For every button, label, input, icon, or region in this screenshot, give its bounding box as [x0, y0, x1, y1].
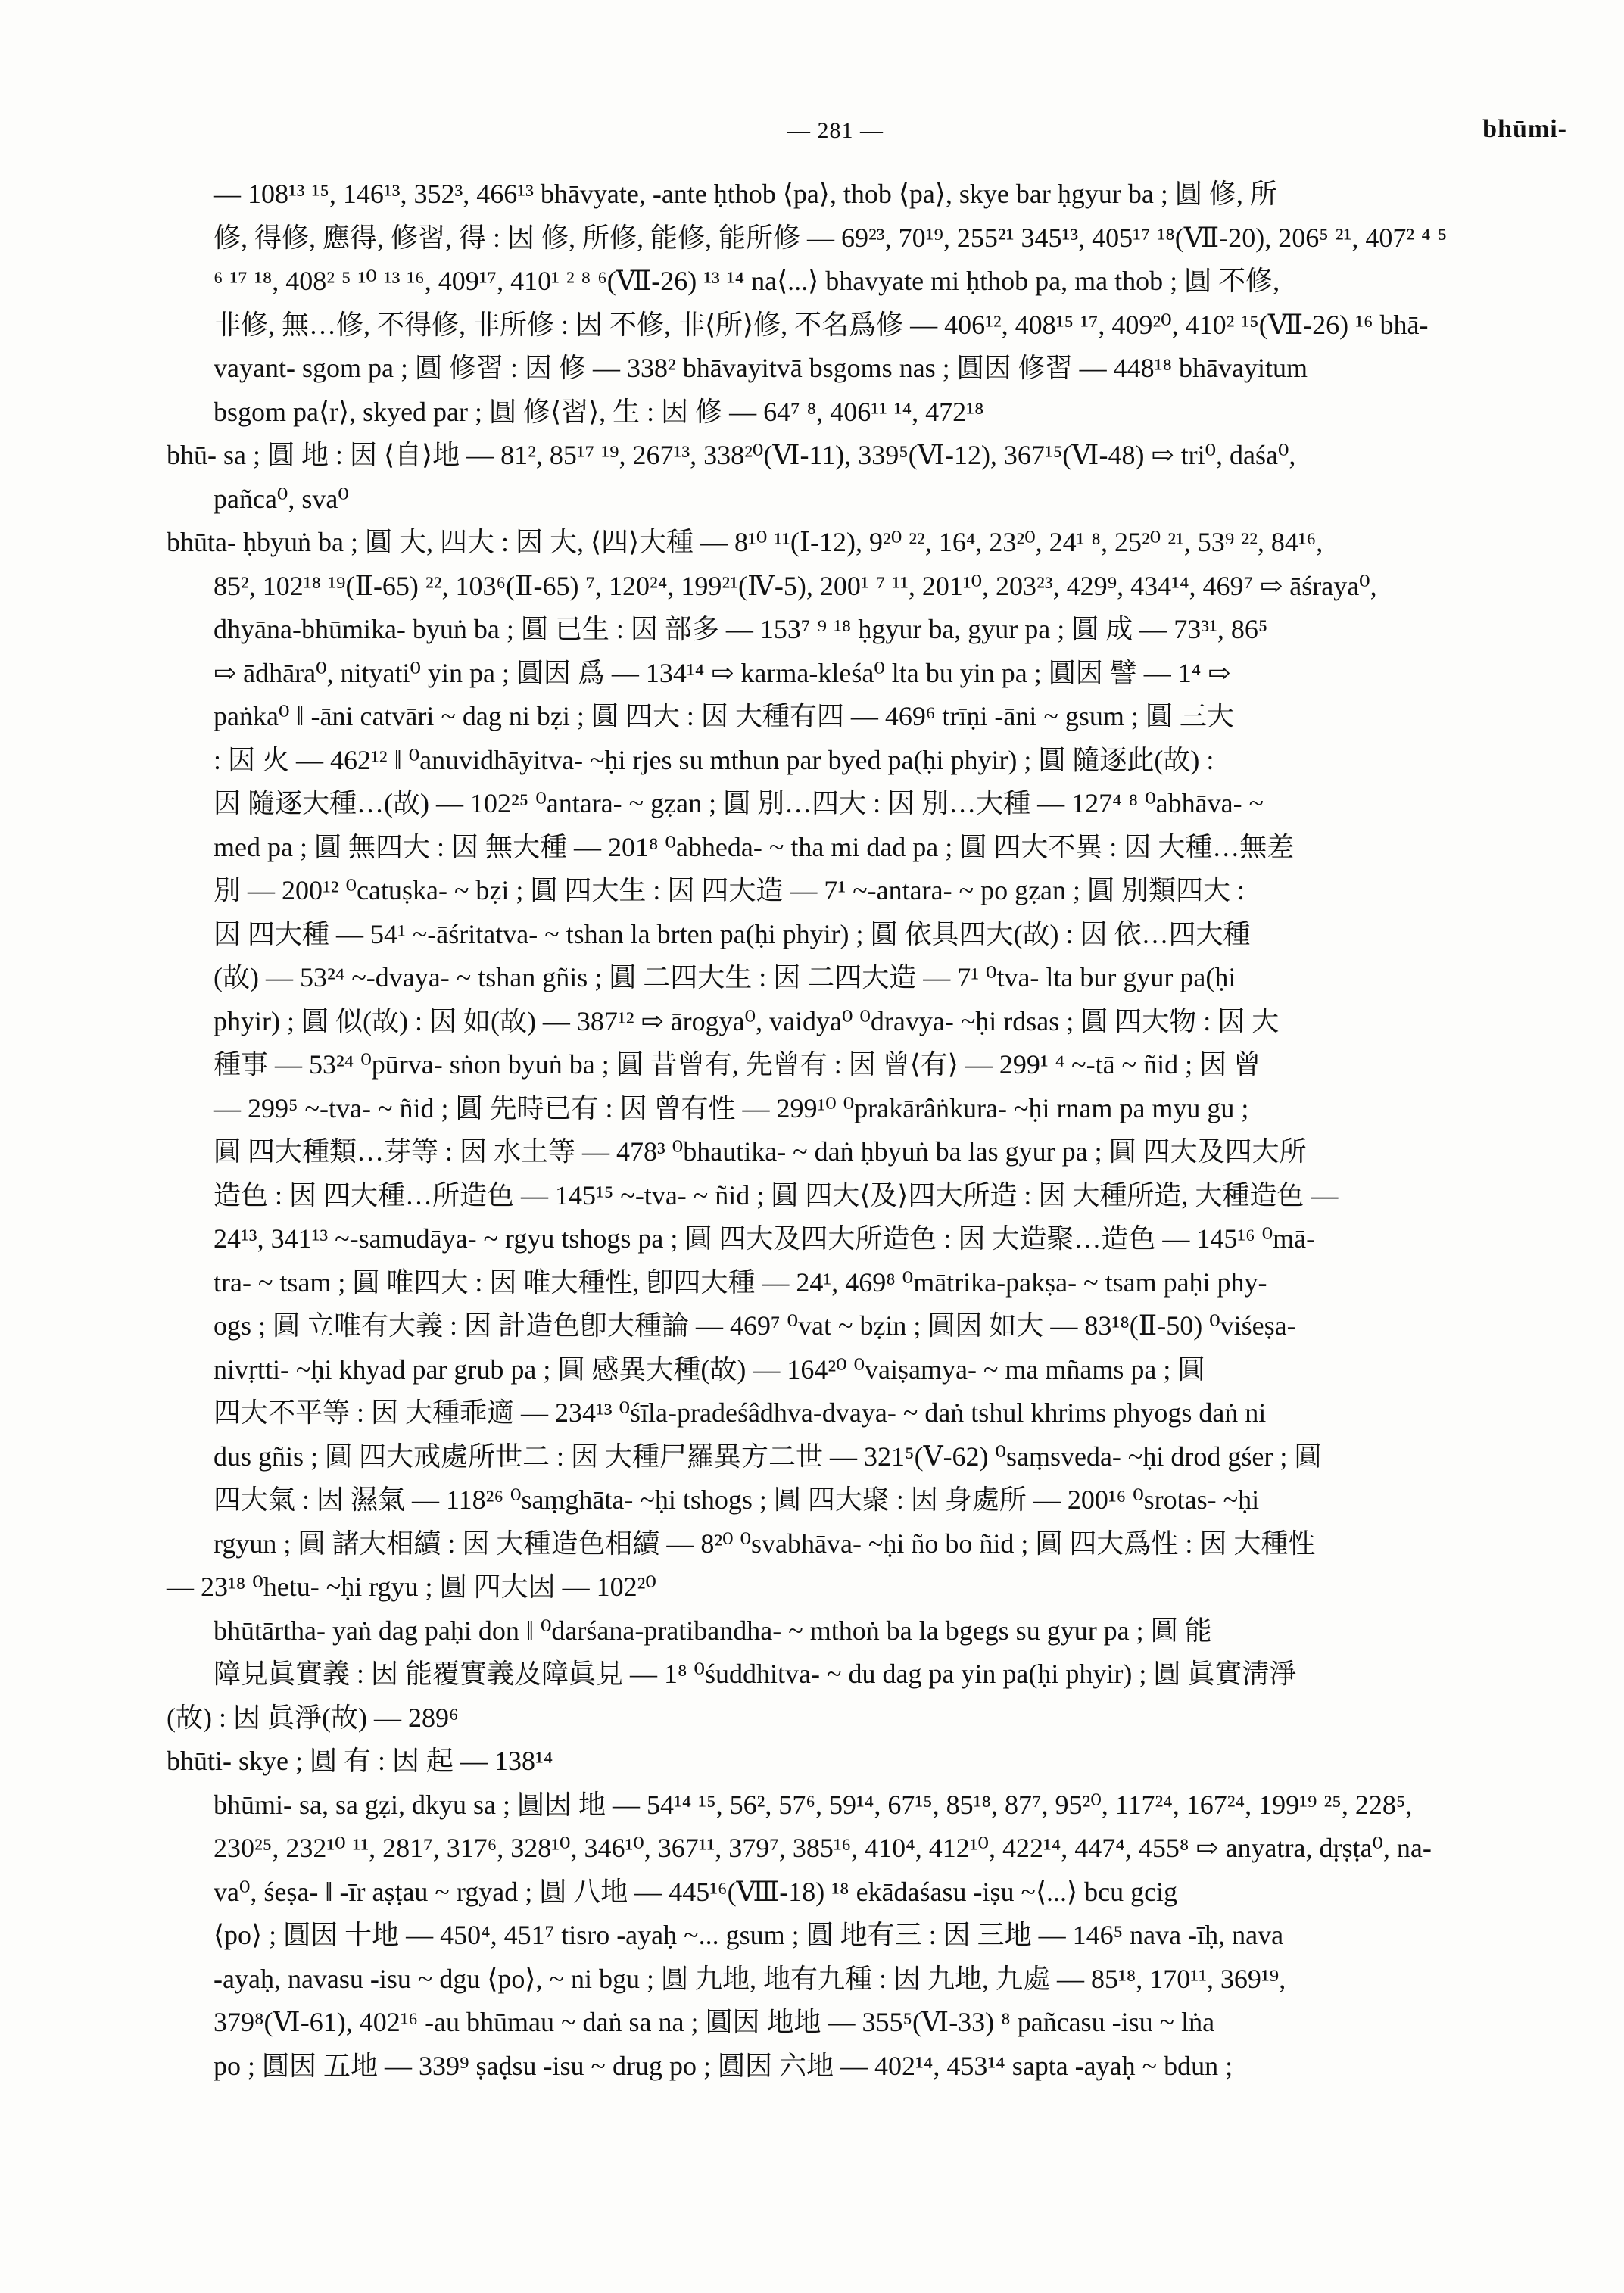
- entry-bhuta-line: bhūta- ḥbyuṅ ba ; 圓 大, 四大 : 因 大, ⟨四⟩大種 — 8¹⁰ ¹¹(Ⅰ-12), 9²⁰ ²², 16⁴, 23²⁰, 24¹ ⁸, 25²⁰ ²¹, 53⁹ ²², 84¹⁶,: [167, 527, 1323, 557]
- text-line: 四大氣 : 因 濕氣 — 118²⁶ ⁰saṃghāta- ~ḥi tshogs ; 圓 四大聚 : 因 身處所 — 200¹⁶ ⁰srotas- ~ḥi: [214, 1485, 1260, 1515]
- text-line: — 108¹³ ¹⁵, 146¹³, 352³, 466¹³ bhāvyate, -ante ḥthob ⟨pa⟩, thob ⟨pa⟩, skye bar ḥgyur ba ; 圓 修, 所: [214, 179, 1277, 209]
- text-line: 修, 得修, 應得, 修習, 得 : 因 修, 所修, 能修, 能所修 — 69²³, 70¹⁹, 255²¹ 345¹³, 405¹⁷ ¹⁸(Ⅶ-20), 206⁵ ²¹, 407² ⁴ ⁵: [214, 222, 1448, 253]
- text-line: ogs ; 圓 立唯有大義 : 因 計造色卽大種論 — 469⁷ ⁰vat ~ bẓin ; 圓因 如大 — 83¹⁸(Ⅱ-50) ⁰viśeṣa-: [214, 1310, 1296, 1341]
- text-line: ⁶ ¹⁷ ¹⁸, 408² ⁵ ¹⁰ ¹³ ¹⁶, 409¹⁷, 410¹ ² ⁸ ⁶(Ⅶ-26) ¹³ ¹⁴ na⟨...⟩ bhavyate mi ḥthob pa, ma thob ; 圓 不修,: [214, 266, 1280, 296]
- running-head: bhūmi-: [1482, 115, 1567, 143]
- text-line: phyir) ; 圓 似(故) : 因 如(故) — 387¹² ⇨ ārogya⁰, vaidya⁰ ⁰dravya- ~ḥi rdsas ; 圓 四大物 : 因 大: [214, 1005, 1280, 1036]
- text-line: dhyāna-bhūmika- byuṅ ba ; 圓 已生 : 因 部多 — 153⁷ ⁹ ¹⁸ ḥgyur ba, gyur pa ; 圓 成 — 73³¹, 86⁵: [214, 614, 1268, 644]
- entry-bhu-line: bhū- sa ; 圓 地 : 因 ⟨自⟩地 — 81², 85¹⁷ ¹⁹, 267¹³, 338²⁰(Ⅵ-11), 339⁵(Ⅵ-12), 367¹⁵(Ⅵ-48) ⇨ tri⁰, daśa⁰,: [167, 440, 1296, 470]
- text-line: dus gñis ; 圓 四大戒處所世二 : 因 大種尸羅異方二世 — 321⁵(Ⅴ-62) ⁰saṃsveda- ~ḥi drod gśer ; 圓: [214, 1441, 1322, 1472]
- text-line: : 因 火 — 462¹² ‖ ⁰anuvidhāyitva- ~ḥi rjes su mthun par byed pa(ḥi phyir) ; 圓 隨逐此(故) :: [214, 744, 1214, 775]
- page-number: — 281 —: [787, 118, 884, 143]
- text-line: 別 — 200¹² ⁰catuṣka- ~ bẓi ; 圓 四大生 : 因 四大造 — 7¹ ~-antara- ~ po gẓan ; 圓 別類四大 :: [214, 875, 1245, 905]
- text-line: 379⁸(Ⅵ-61), 402¹⁶ -au bhūmau ~ daṅ sa na ; 圓因 地地 — 355⁵(Ⅵ-33) ⁸ pañcasu -isu ~ lṅa: [214, 2007, 1215, 2037]
- text-line: 24¹³, 341¹³ ~-samudāya- ~ rgyu tshogs pa ; 圓 四大及四大所造色 : 因 大造聚…造色 — 145¹⁶ ⁰mā-: [214, 1223, 1316, 1254]
- text-line: — 299⁵ ~-tva- ~ ñid ; 圓 先時已有 : 因 曾有性 — 299¹⁰ ⁰prakārâṅkura- ~ḥi rnam pa myu gu ;: [214, 1092, 1249, 1123]
- entry-bhuti-line: (故) : 因 眞淨(故) — 289⁶: [167, 1702, 459, 1733]
- text-line: ⇨ ādhāra⁰, nityati⁰ yin pa ; 圓因 爲 — 134¹⁴ ⇨ karma-kleśa⁰ lta bu yin pa ; 圓因 譬 — 1⁴ ⇨: [214, 657, 1231, 688]
- text-line: va⁰, śeṣa- ‖ -īr aṣṭau ~ rgyad ; 圓 八地 — 445¹⁶(Ⅷ-18) ¹⁸ ekādaśasu -iṣu ~⟨...⟩ bcu gcig: [214, 1876, 1178, 1907]
- text-line: rgyun ; 圓 諸大相續 : 因 大種造色相續 — 8²⁰ ⁰svabhāva- ~ḥi ño bo ñid ; 圓 四大爲性 : 因 大種性: [214, 1528, 1316, 1559]
- text-line: nivṛtti- ~ḥi khyad par grub pa ; 圓 感異大種(故) — 164²⁰ ⁰vaiṣamya- ~ ma mñams pa ; 圓: [214, 1354, 1205, 1385]
- text-line: vayant- sgom pa ; 圓 修習 : 因 修 — 338² bhāvayitvā bsgoms nas ; 圓因 修習 — 448¹⁸ bhāvayitum: [214, 353, 1308, 383]
- text-line: ⟨po⟩ ; 圓因 十地 — 450⁴, 451⁷ tisro -ayaḥ ~... gsum ; 圓 地有三 : 因 三地 — 146⁵ nava -īḥ, nava: [214, 1920, 1284, 1950]
- text-line: 四大不平等 : 因 大種乖適 — 234¹³ ⁰śīla-pradeśâdhva-dvaya- ~ daṅ tshul khrims phyogs daṅ ni: [214, 1397, 1267, 1428]
- text-line: med pa ; 圓 無四大 : 因 無大種 — 201⁸ ⁰abheda- ~ tha mi dad pa ; 圓 四大不異 : 因 大種…無差: [214, 831, 1295, 862]
- text-line: tra- ~ tsam ; 圓 唯四大 : 因 唯大種性, 卽四大種 — 24¹, 469⁸ ⁰mātrika-pakṣa- ~ tsam paḥi phy-: [214, 1266, 1267, 1298]
- text-line: 因 隨逐大種…(故) — 102²⁵ ⁰antara- ~ gẓan ; 圓 別…四大 : 因 別…大種 — 127⁴ ⁸ ⁰abhāva- ~: [214, 788, 1264, 818]
- text-line: 230²⁵, 232¹⁰ ¹¹, 281⁷, 317⁶, 328¹⁰, 346¹⁰, 367¹¹, 379⁷, 385¹⁶, 410⁴, 412¹⁰, 422¹⁴, 447⁴, 455⁸ ⇨ anyatra, dṛṣṭa⁰, na-: [214, 1833, 1432, 1863]
- text-line: 造色 : 因 四大種…所造色 — 145¹⁵ ~-tva- ~ ñid ; 圓 四大⟨及⟩四大所造 : 因 大種所造, 大種造色 —: [214, 1179, 1339, 1210]
- entry-bhumi-line: bhūti- skye ; 圓 有 : 因 起 — 138¹⁴: [167, 1746, 553, 1776]
- text-line: paṅka⁰ ‖ -āni catvāri ~ dag ni bẓi ; 圓 四大 : 因 大種有四 — 469⁶ trīṇi -āni ~ gsum ; 圓 三大: [214, 701, 1234, 731]
- text-line: bhūtārtha- yaṅ dag paḥi don ‖ ⁰darśana-pratibandha- ~ mthoṅ ba la bgegs su gyur pa ; 圓 能: [214, 1615, 1212, 1646]
- text-line: 種事 — 53²⁴ ⁰pūrva- sṅon byuṅ ba ; 圓 昔曾有, 先曾有 : 因 曾⟨有⟩ — 299¹ ⁴ ~-tā ~ ñid ; 因 曾: [214, 1049, 1261, 1080]
- text-line: 非修, 無…修, 不得修, 非所修 : 因 不修, 非⟨所⟩修, 不名爲修 — 406¹², 408¹⁵ ¹⁷, 409²⁰, 410² ¹⁵(Ⅶ-26) ¹⁶ bhā-: [214, 309, 1429, 340]
- text-line: bsgom pa⟨r⟩, skyed par ; 圓 修⟨習⟩, 生 : 因 修 — 64⁷ ⁸, 406¹¹ ¹⁴, 472¹⁸: [214, 396, 984, 427]
- text-line: pañca⁰, sva⁰: [214, 483, 349, 514]
- entries-body: [167, 173, 1552, 2088]
- text-line: (故) — 53²⁴ ~-dvaya- ~ tshan gñis ; 圓 二四大生 : 因 二四大造 — 7¹ ⁰tva- lta bur gyur pa(ḥi: [214, 962, 1236, 992]
- text-line: 因 四大種 — 54¹ ~-āśritatva- ~ tshan la brten pa(ḥi phyir) ; 圓 依具四大(故) : 因 依…四大種: [214, 918, 1251, 949]
- text-line: 障見眞實義 : 因 能覆實義及障眞見 — 1⁸ ⁰śuddhitva- ~ du dag pa yin pa(ḥi phyir) ; 圓 眞實淸淨: [214, 1659, 1297, 1689]
- text-line: bhūmi- sa, sa gẓi, dkyu sa ; 圓因 地 — 54¹⁴ ¹⁵, 56², 57⁶, 59¹⁴, 67¹⁵, 85¹⁸, 87⁷, 95²⁰, 117²⁴, 167²⁴, 199¹⁹ ²⁵, 228⁵,: [214, 1789, 1413, 1820]
- text-line: 85², 102¹⁸ ¹⁹(Ⅱ-65) ²², 103⁶(Ⅱ-65) ⁷, 120²⁴, 199²¹(Ⅳ-5), 200¹ ⁷ ¹¹, 201¹⁰, 203²³, 429⁹, 434¹⁴, 469⁷ ⇨ āśraya⁰,: [214, 570, 1377, 601]
- text-line: -ayaḥ, navasu -isu ~ dgu ⟨po⟩, ~ ni bgu ; 圓 九地, 地有九種 : 因 九地, 九處 — 85¹⁸, 170¹¹, 369¹⁹,: [214, 1963, 1286, 1994]
- entry-bhutartha-line: — 23¹⁸ ⁰hetu- ~ḥi rgyu ; 圓 四大因 — 102²⁰: [167, 1572, 656, 1602]
- text-line: po ; 圓因 五地 — 339⁹ ṣaḍsu -isu ~ drug po ; 圓因 六地 — 402¹⁴, 453¹⁴ sapta -ayaḥ ~ bdun ;: [214, 2050, 1233, 2081]
- page-header: [0, 112, 1624, 150]
- text-line: 圓 四大種類…芽等 : 因 水土等 — 478³ ⁰bhautika- ~ daṅ ḥbyuṅ ba las gyur pa ; 圓 四大及四大所: [214, 1136, 1307, 1167]
